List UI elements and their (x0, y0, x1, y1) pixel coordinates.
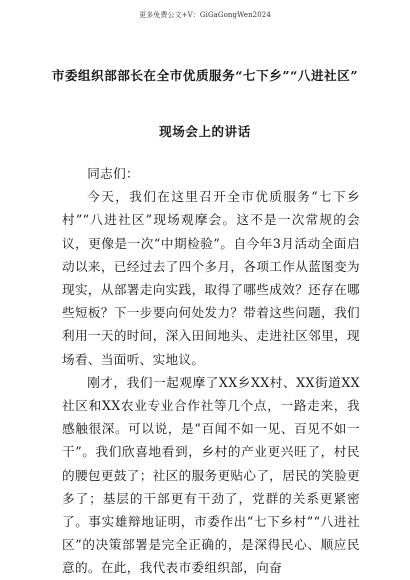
document-body (62, 162, 360, 580)
document-title: 市委组织部部长在全市优质服务“七下乡”“八进社区” (51, 68, 359, 83)
paragraph-1: 今天，我们在这里召开全市优质服务“七下乡村”“八进社区”现场观摩会。这不是一次常规的会议，更像是一次“中期检验”。自今年3月活动全面启动以来，已经过去了四个多月，各项工作从蓝图变为现实，从部署走向实践，取得了哪些成效？还存在哪些短板？下一步要向何处发力？带着这些问题，我们利用一天的时间，深入田间地头、走进社区邻里，现场看、当面听、实地议。 (62, 189, 360, 367)
header-note: 更多免费公文+V：GiGaGongWen2024 (139, 11, 271, 19)
document-subtitle: 现场会上的讲话 (159, 124, 251, 139)
paragraph-2: 刚才，我们一起观摩了XX乡XX村、XX街道XX社区和XX农业专业合作社等几个点，一路走来，我感触很深。可以说，是“百闻不如一见、百见不如一干”。我们欣喜地看到，乡村的产业更兴旺了，村民的腰包更鼓了；社区的服务更贴心了，居民的笑脸更多了；基层的干部更有干劲了，党群的关系更紧密了。事实雄辩地证明，市委作出“七下乡村”“八进社区”的决策部署是完全正确的，是深得民心、顺应民意的。在此，我代表市委组织部，向奋 (62, 374, 360, 576)
salutation: 同志们： (87, 166, 139, 181)
